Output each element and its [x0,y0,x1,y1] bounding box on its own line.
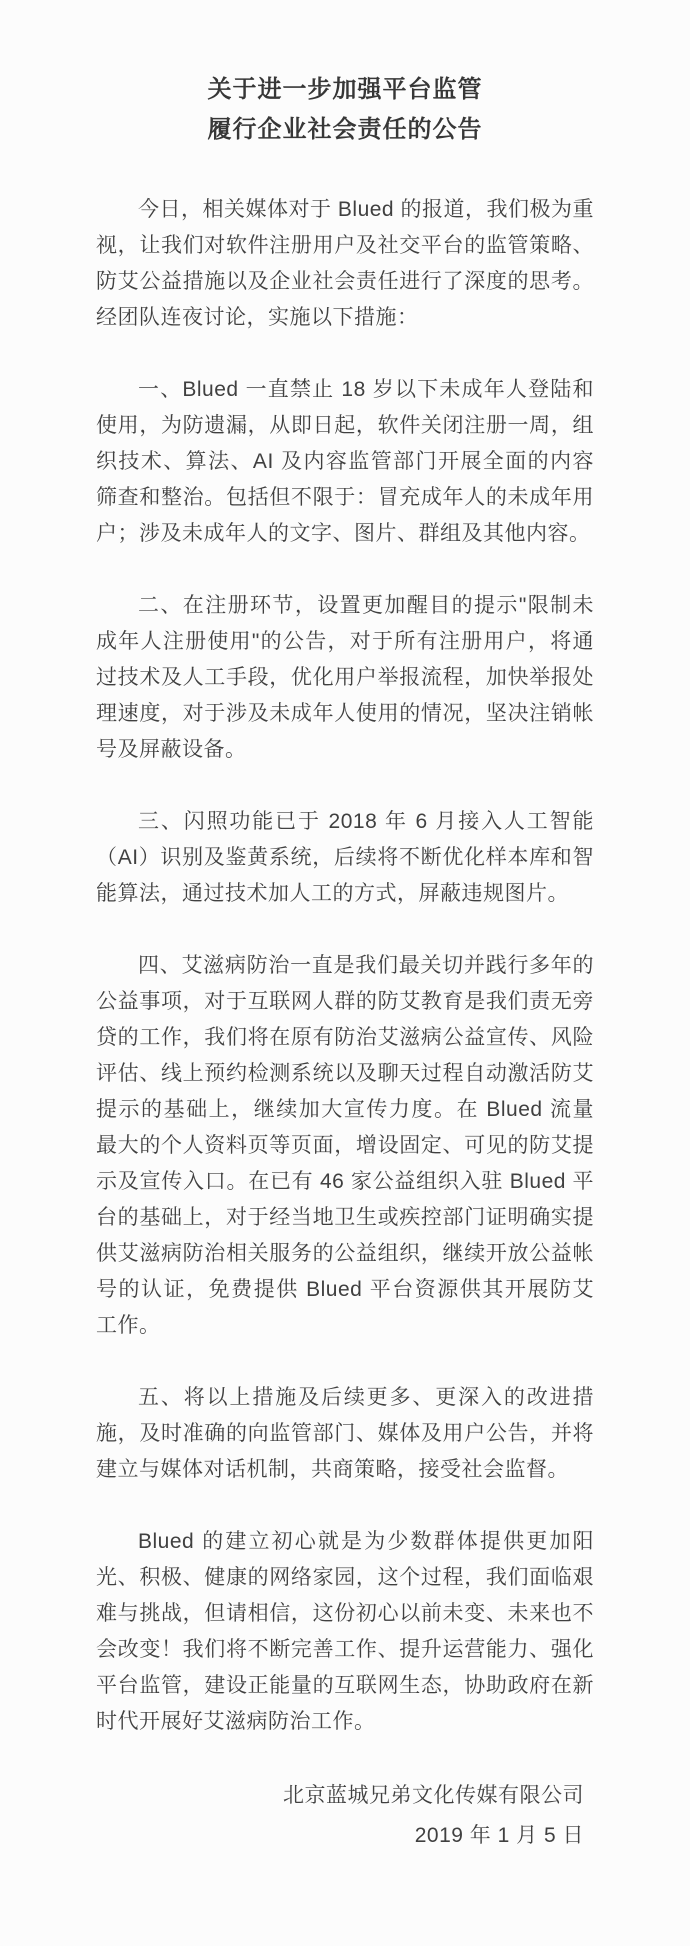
paragraph-closing: Blued 的建立初心就是为少数群体提供更加阳光、积极、健康的网络家园，这个过程，我们面临艰难与挑战，但请相信，这份初心以前未变、未来也不会改变！我们将不断完善工作、提升运营能力、强化平台监管，建设正能量的互联网生态，协助政府在新时代开展好艾滋病防治工作。 [96,1530,594,1733]
signature-block [96,1776,594,1856]
paragraph-measure-4: 四、艾滋病防治一直是我们最关切并践行多年的公益事项，对于互联网人群的防艾教育是我们责无旁贷的工作，我们将在原有防治艾滋病公益宣传、风险评估、线上预约检测系统以及聊天过程自动激活防艾提示的基础上，继续加大宣传力度。在 Blued 流量最大的个人资料页等页面，增设固定、可见的防艾提示及宣传入口。在已有 46 家公益组织入驻 Blued 平台的基础上，对于经当地卫生或疾控部门证明确实提供艾滋病防治相关服务的公益组织，继续开放公益帐号的认证，免费提供 Blued 平台资源供其开展防艾工作。 [96,954,594,1337]
title-line-1: 关于进一步加强平台监管 [207,76,483,103]
page-title [96,70,594,150]
paragraph-measure-2: 二、在注册环节，设置更加醒目的提示"限制未成年人注册使用"的公告，对于所有注册用户，将通过技术及人工手段，优化用户举报流程，加快举报处理速度，对于涉及未成年人使用的情况，坚决注销帐号及屏蔽设备。 [96,594,594,761]
paragraph-intro: 今日，相关媒体对于 Blued 的报道，我们极为重视，让我们对软件注册用户及社交平台的监管策略、防艾公益措施以及企业社会责任进行了深度的思考。经团队连夜讨论，实施以下措施： [96,198,594,329]
signature-company: 北京蓝城兄弟文化传媒有限公司 [283,1784,584,1807]
paragraph-measure-3: 三、闪照功能已于 2018 年 6 月接入人工智能（AI）识别及鉴黄系统，后续将不断优化样本库和智能算法，通过技术加人工的方式，屏蔽违规图片。 [96,810,594,905]
paragraph-measure-1: 一、Blued 一直禁止 18 岁以下未成年人登陆和使用，为防遗漏，从即日起，软件关闭注册一周，组织技术、算法、AI 及内容监管部门开展全面的内容筛查和整治。包括但不限于：冒充成年人的未成年用户；涉及未成年人的文字、图片、群组及其他内容。 [96,378,594,545]
paragraph-measure-5: 五、将以上措施及后续更多、更深入的改进措施，及时准确的向监管部门、媒体及用户公告，并将建立与媒体对话机制，共商策略，接受社会监督。 [96,1386,594,1481]
title-line-2: 履行企业社会责任的公告 [207,116,483,143]
signature-date: 2019 年 1 月 5 日 [414,1824,584,1847]
